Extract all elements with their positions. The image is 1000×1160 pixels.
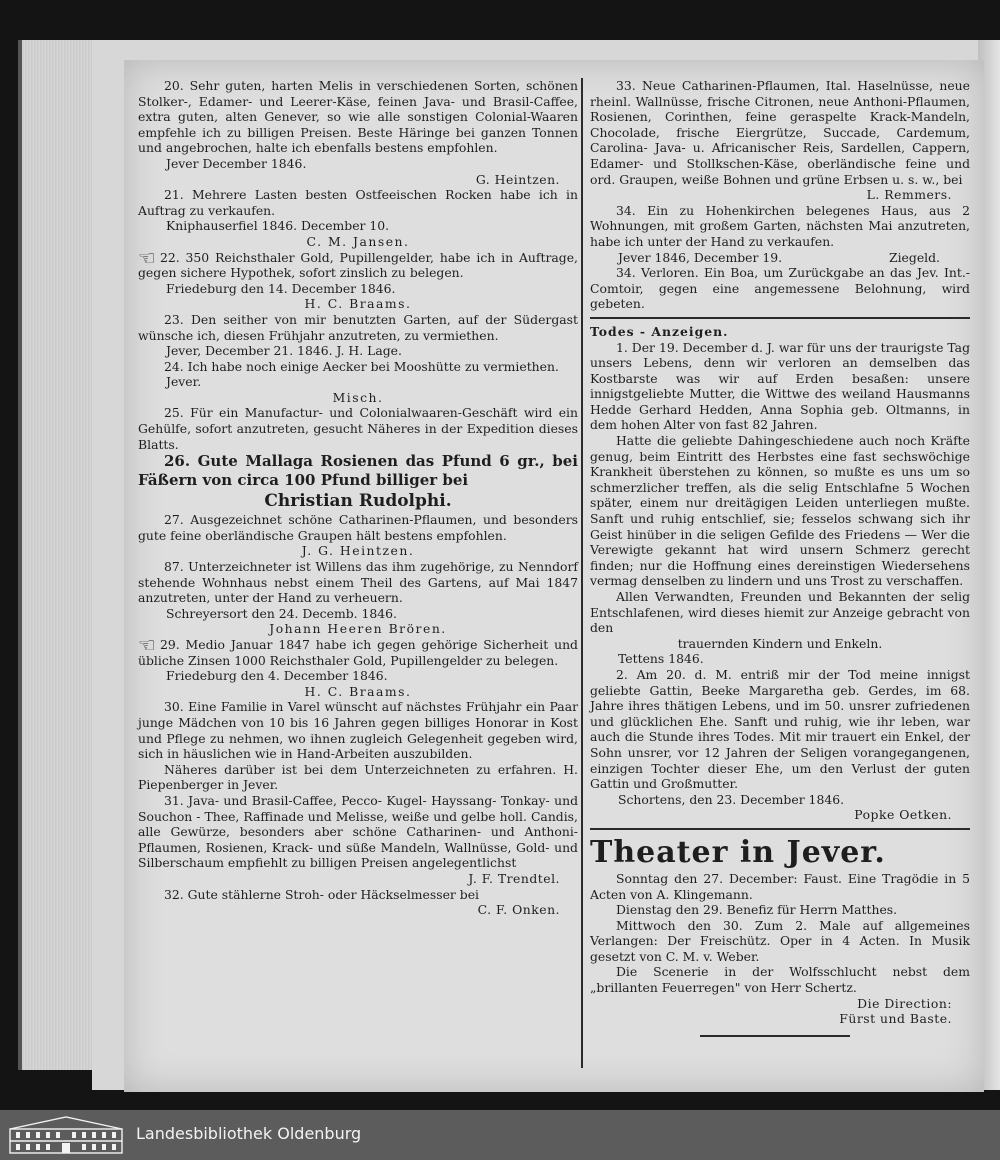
- ad-25: 25. Für ein Manufactur- und Colonialwaaren-Geschäft wird ein Gehülfe, sofort anzutreten, gesucht Näheres in der Expedition dieses Blatts.: [138, 405, 578, 452]
- ad-34-signature: Ziegeld.: [888, 249, 940, 265]
- ad-23: 23. Den seither von mir benutzten Garten, auf der Südergast wünsche ich, diesen Frühjahr anzutreten, zu vermiethen.: [138, 311, 578, 343]
- theater-line-2: Dienstag den 29. Benefiz für Herrn Matthes.: [616, 902, 898, 918]
- theater-direction: Die Direction:: [857, 995, 952, 1011]
- theater-line-1: Sonntag den 27. December: Faust. Eine Tragödie in 5 Acten von A. Klingemann.: [590, 870, 970, 902]
- library-building-icon: [6, 1115, 126, 1155]
- ad-24: 24. Ich habe noch einige Aecker bei Mooshütte zu vermiethen.: [164, 358, 559, 374]
- pointing-hand-icon: ☜: [138, 245, 156, 270]
- death-notice-1: 1. Der 19. December d. J. war für uns der traurigste Tag unsers Lebens, denn wir verloren an demselben das Kostbarste was wir auf Erden besaßen: unsere innigstgeliebte Mutter, die Wittwe des weiland Hausmanns Hedde Gerhard Hedden, Anna Sophia geb. Oltmanns, in dem hohen Alter von fast 82 Jahren.: [590, 339, 970, 433]
- ad-24-place: Jever.: [166, 374, 202, 390]
- left-column: [138, 78, 578, 918]
- ad-22-place: Friedeburg den 14. December 1846.: [166, 280, 396, 296]
- ad-29: ☜ 29. Medio Januar 1847 habe ich gegen gehörige Sicherheit und übliche Zinsen 1000 Reichsthaler Gold, Pupillengelder zu belegen.: [138, 633, 578, 668]
- ad-24-signature: Misch.: [332, 389, 384, 405]
- death-notices-title: Todes - Anzeigen.: [590, 323, 729, 339]
- section-rule: [590, 317, 970, 319]
- death-notice-1-closing: Allen Verwandten, Freunden und Bekannten der selig Entschlafenen, wird dieses hiemit zur Anzeige gebracht von den: [590, 589, 970, 636]
- ad-26-signature: Christian Rudolphi.: [264, 491, 452, 512]
- newspaper-page: [124, 60, 984, 1092]
- ad-34: 34. Ein zu Hohenkirchen belegenes Haus, aus 2 Wohnungen, mit großem Garten, nächsten Mai anzutreten, habe ich unter der Hand zu verkaufen.: [590, 202, 970, 249]
- ad-20: 20. Sehr guten, harten Melis in verschiedenen Sorten, schönen Stolker-, Edamer- und Leerer-Käse, feinen Java- und Brasil-Caffee, extra guten, alten Genever, so wie alle sonstigen Colonial-Waaren empfehle ich zu billigen Preisen. Beste Häringe bei ganzen Tonnen und angebrochen, halte ich ebenfalls bestens empfohlen.: [138, 78, 578, 156]
- ad-31: 31. Java- und Brasil-Caffee, Pecco- Kugel- Hayssang- Tonkay- und Souchon - Thee, Raffinade und Melisse, weiße und gelbe holl. Candis, alle Gewürze, besonders aber schöne Catharinen- und Anthoni-Pflaumen, Rosienen, Krack- und süße Mandeln, Wallnüsse, Gold- und Silberschaum empfiehlt zu billigen Preisen angelegentlichst: [138, 792, 578, 871]
- ad-20-signature: G. Heintzen.: [475, 171, 560, 187]
- ad-33: 33. Neue Catharinen-Pflaumen, Ital. Haselnüsse, neue rheinl. Wallnüsse, frische Citronen, neue Anthoni-Pflaumen, Rosienen, Corinthen, feine geraspelte Krack-Mandeln, Chocolade, frische Eiergrütze, Succade, Cardemum, Carolina- Java- u. Africanischer Reis, Sardellen, Cappern, Edamer- und Stollkschen-Käse, oberländische feine und ord. Graupen, weiße Bohnen und grüne Erbsen u. s. w., bei: [590, 78, 970, 187]
- theater-title: Theater in Jever.: [590, 834, 886, 870]
- ad-34-place-line: Jever 1846, December 19. Ziegeld.: [590, 250, 970, 266]
- viewer-footer: [0, 1110, 1000, 1160]
- death-notice-2-signature: Popke Oetken.: [854, 807, 952, 823]
- ad-27: 27. Ausgezeichnet schöne Catharinen-Pflaumen, und besonders gute feine oberländische Graupen hält bestens empfohlen.: [138, 512, 578, 543]
- ad-87-place: Schreyersort den 24. Decemb. 1846.: [166, 605, 397, 621]
- ad-21: 21. Mehrere Lasten besten Ostfeeischen Rocken habe ich in Auftrag zu verkaufen.: [138, 187, 578, 218]
- ad-29-signature: H. C. Braams.: [304, 683, 412, 699]
- ad-23-place: Jever, December 21. 1846. J. H. Lage.: [166, 343, 402, 359]
- theater-line-4: Die Scenerie in der Wolfsschlucht nebst dem „brillanten Feuerregen" von Herr Schertz.: [590, 964, 970, 996]
- ad-33-signature: L. Remmers.: [866, 187, 952, 203]
- end-rule: [700, 1035, 850, 1037]
- death-notice-2-place: Schortens, den 23. December 1846.: [618, 791, 845, 807]
- death-notice-1-signature: trauernden Kindern und Enkeln.: [677, 635, 883, 651]
- ad-27-signature: J. G. Heintzen.: [301, 543, 415, 559]
- section-rule: [590, 828, 970, 830]
- ad-29-place: Friedeburg den 4. December 1846.: [166, 668, 388, 684]
- column-divider: [581, 78, 583, 1068]
- ad-34-lost: 34. Verloren. Ein Boa, um Zurückgabe an das Jev. Int.-Comtoir, gegen eine angemessene Belohnung, wird gebeten.: [590, 265, 970, 312]
- death-notice-1-body: Hatte die geliebte Dahingeschiedene auch noch Kräfte genug, beim Eintritt des Herbstes eine fast sechswöchige Krankheit überstehen zu können, so mußte es uns um so schmerzlicher treffen, als die selig Entschlafne 5 Wochen später, einem nur dreitägigen Leiden unterliegen mußte. Sanft und ruhig entschlief, sie; fesselos schwang sich ihr Geist hinüber in die seligen Gefilde des Friedens — Wer die Verewigte gekannt hat wird unsern Schmerz gerecht finden; nur die Hoffnung eines dereinstigen Wiedersehens vermag denselben zu lindern und uns Trost zu verschaffen.: [590, 433, 970, 589]
- ad-32-signature: C. F. Onken.: [477, 902, 560, 918]
- ad-87: 87. Unterzeichneter ist Willens das ihm zugehörige, zu Nenndorf stehende Wohnhaus nebst einem Theil des Gartens, auf Mai 1847 anzutreten, unter der Hand zu verheuern.: [138, 559, 578, 606]
- ad-30-contact: Näheres darüber ist bei dem Unterzeichneten zu erfahren. H. Piepenberger in Jever.: [138, 761, 578, 793]
- ad-30: 30. Eine Familie in Varel wünscht auf nächstes Frühjahr ein Paar junge Mädchen von 10 bis 16 Jahren gegen billiges Honorar in Kost und Pflege zu nehmen, wo ihnen zugleich Gelegenheit gegeben wird, sich in häuslichen wie in Hand-Arbeiten auszubilden.: [138, 699, 578, 762]
- ad-22-signature: H. C. Braams.: [304, 296, 412, 312]
- theater-signature: Fürst und Baste.: [839, 1011, 952, 1027]
- ad-22: ☜ 22. 350 Reichsthaler Gold, Pupillengelder, habe ich in Auftrage, gegen sichere Hypothek, sofort zinslich zu belegen.: [138, 245, 578, 281]
- ad-31-signature: J. F. Trendtel.: [468, 870, 560, 886]
- theater-line-3: Mittwoch den 30. Zum 2. Male auf allgemeines Verlangen: Der Freischütz. Oper in 4 Acten. In Musik gesetzt von C. M. v. Weber.: [590, 917, 970, 964]
- ad-21-place: Kniphauserfiel 1846. December 10.: [166, 218, 390, 234]
- ad-20-place: Jever December 1846.: [166, 155, 307, 171]
- pointing-hand-icon: ☜: [138, 633, 156, 657]
- death-notice-2: 2. Am 20. d. M. entriß mir der Tod meine innigst geliebte Gattin, Beeke Margaretha geb. Gerdes, im 68. Jahre ihres thätigen Lebens, und im 50. unsrer zufriedenen und glücklichen Ehe. Sanft und ruhig, wie ihr leben, war auch die Stunde ihres Todes. Mit mir trauert ein Enkel, der Sohn unsrer, vor 12 Jahren der Seligen vorangegangenen, einzigen Tochter dieser Ehe, um den Verlust der guten Gattin und Großmutter.: [590, 666, 970, 792]
- ad-32: 32. Gute stählerne Stroh- oder Häckselmesser bei: [164, 886, 480, 902]
- ad-26: 26. Gute Mallaga Rosienen das Pfund 6 gr., bei Fäßern von circa 100 Pfund billiger bei: [138, 452, 578, 490]
- ad-21-signature: C. M. Jansen.: [306, 233, 410, 249]
- death-notice-1-place: Tettens 1846.: [618, 651, 704, 667]
- ad-87-signature: Johann Heeren Brören.: [269, 621, 447, 637]
- right-column: [590, 78, 970, 1037]
- library-name: Landesbibliothek Oldenburg: [136, 1124, 362, 1143]
